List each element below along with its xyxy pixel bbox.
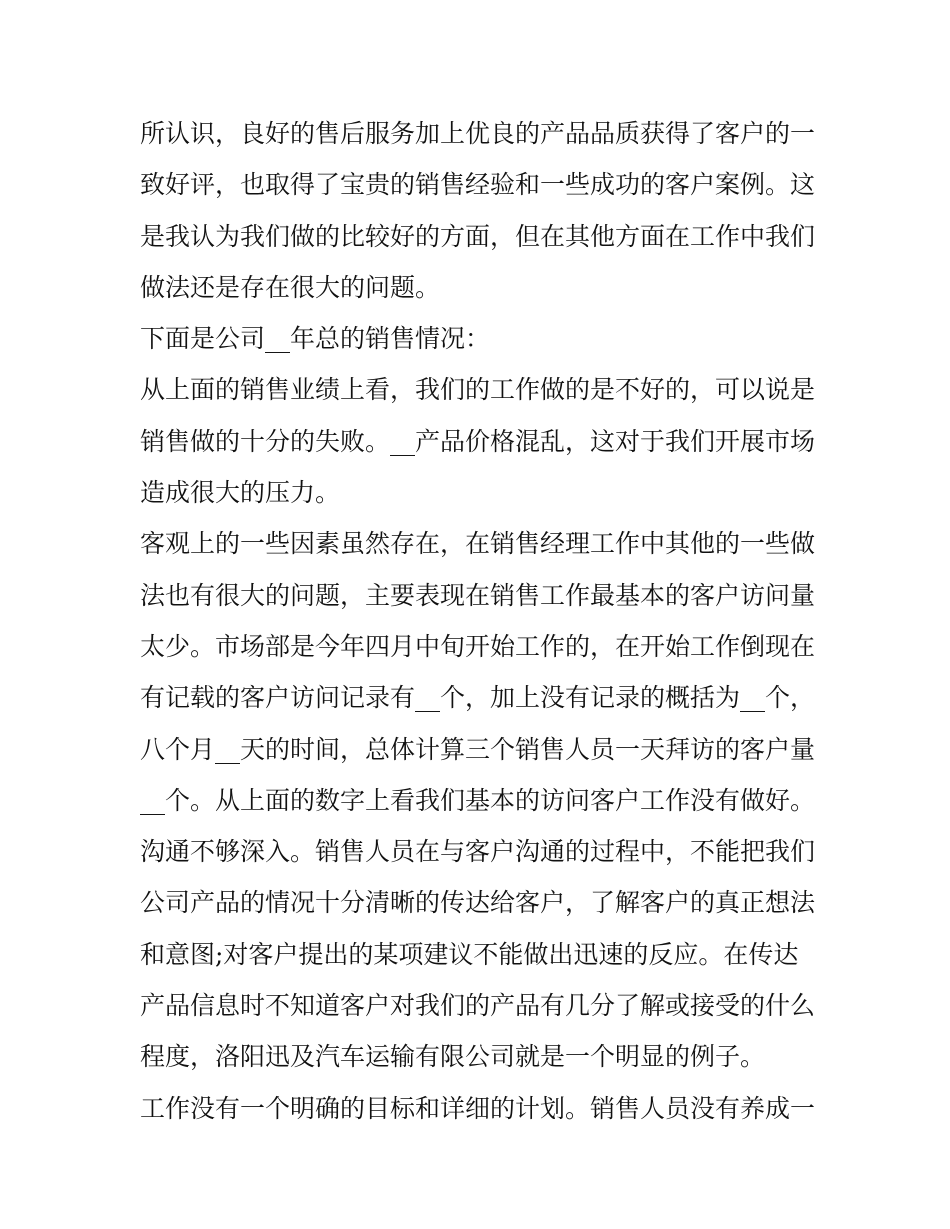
text-line: 公司产品的情况十分清晰的传达给客户，了解客户的真正想法 xyxy=(140,888,816,918)
text-line: 从上面的销售业绩上看，我们的工作做的是不好的，可以说是 xyxy=(140,375,816,405)
text-line: 做法还是存在很大的问题。 xyxy=(140,272,441,302)
text-line: 太少。市场部是今年四月中旬开始工作的，在开始工作倒现在 xyxy=(140,631,816,661)
text-line: 客观上的一些因素虽然存在，在销售经理工作中其他的一些做 xyxy=(140,529,816,559)
text-line: 和意图;对客户提出的某项建议不能做出迅速的反应。在传达 xyxy=(140,939,799,969)
text-line: 下面是公司__年总的销售情况： xyxy=(140,324,491,354)
text-line: 致好评，也取得了宝贵的销售经验和一些成功的客户案例。这 xyxy=(140,170,816,200)
text-line: 八个月__天的时间，总体计算三个销售人员一天拜访的客户量 xyxy=(140,734,816,764)
text-line: 是我认为我们做的比较好的方面，但在其他方面在工作中我们 xyxy=(140,221,816,251)
document-body xyxy=(140,108,820,1134)
text-line: 销售做的十分的失败。__产品价格混乱，这对于我们开展市场 xyxy=(140,426,816,456)
text-line: 工作没有一个明确的目标和详细的计划。销售人员没有养成一 xyxy=(140,1093,816,1123)
text-line: 造成很大的压力。 xyxy=(140,478,341,508)
text-line: 产品信息时不知道客户对我们的产品有几分了解或接受的什么 xyxy=(140,991,816,1021)
text-line: 所认识，良好的售后服务加上优良的产品品质获得了客户的一 xyxy=(140,119,816,148)
text-line: 沟通不够深入。销售人员在与客户沟通的过程中，不能把我们 xyxy=(140,837,816,867)
text-line: 程度，洛阳迅及汽车运输有限公司就是一个明显的例子。 xyxy=(140,1042,766,1072)
text-line: 法也有很大的问题，主要表现在销售工作最基本的客户访问量 xyxy=(140,580,816,610)
text-line: 有记载的客户访问记录有__个，加上没有记录的概括为__个， xyxy=(140,683,816,713)
text-line: __个。从上面的数字上看我们基本的访问客户工作没有做好。 xyxy=(140,785,816,815)
